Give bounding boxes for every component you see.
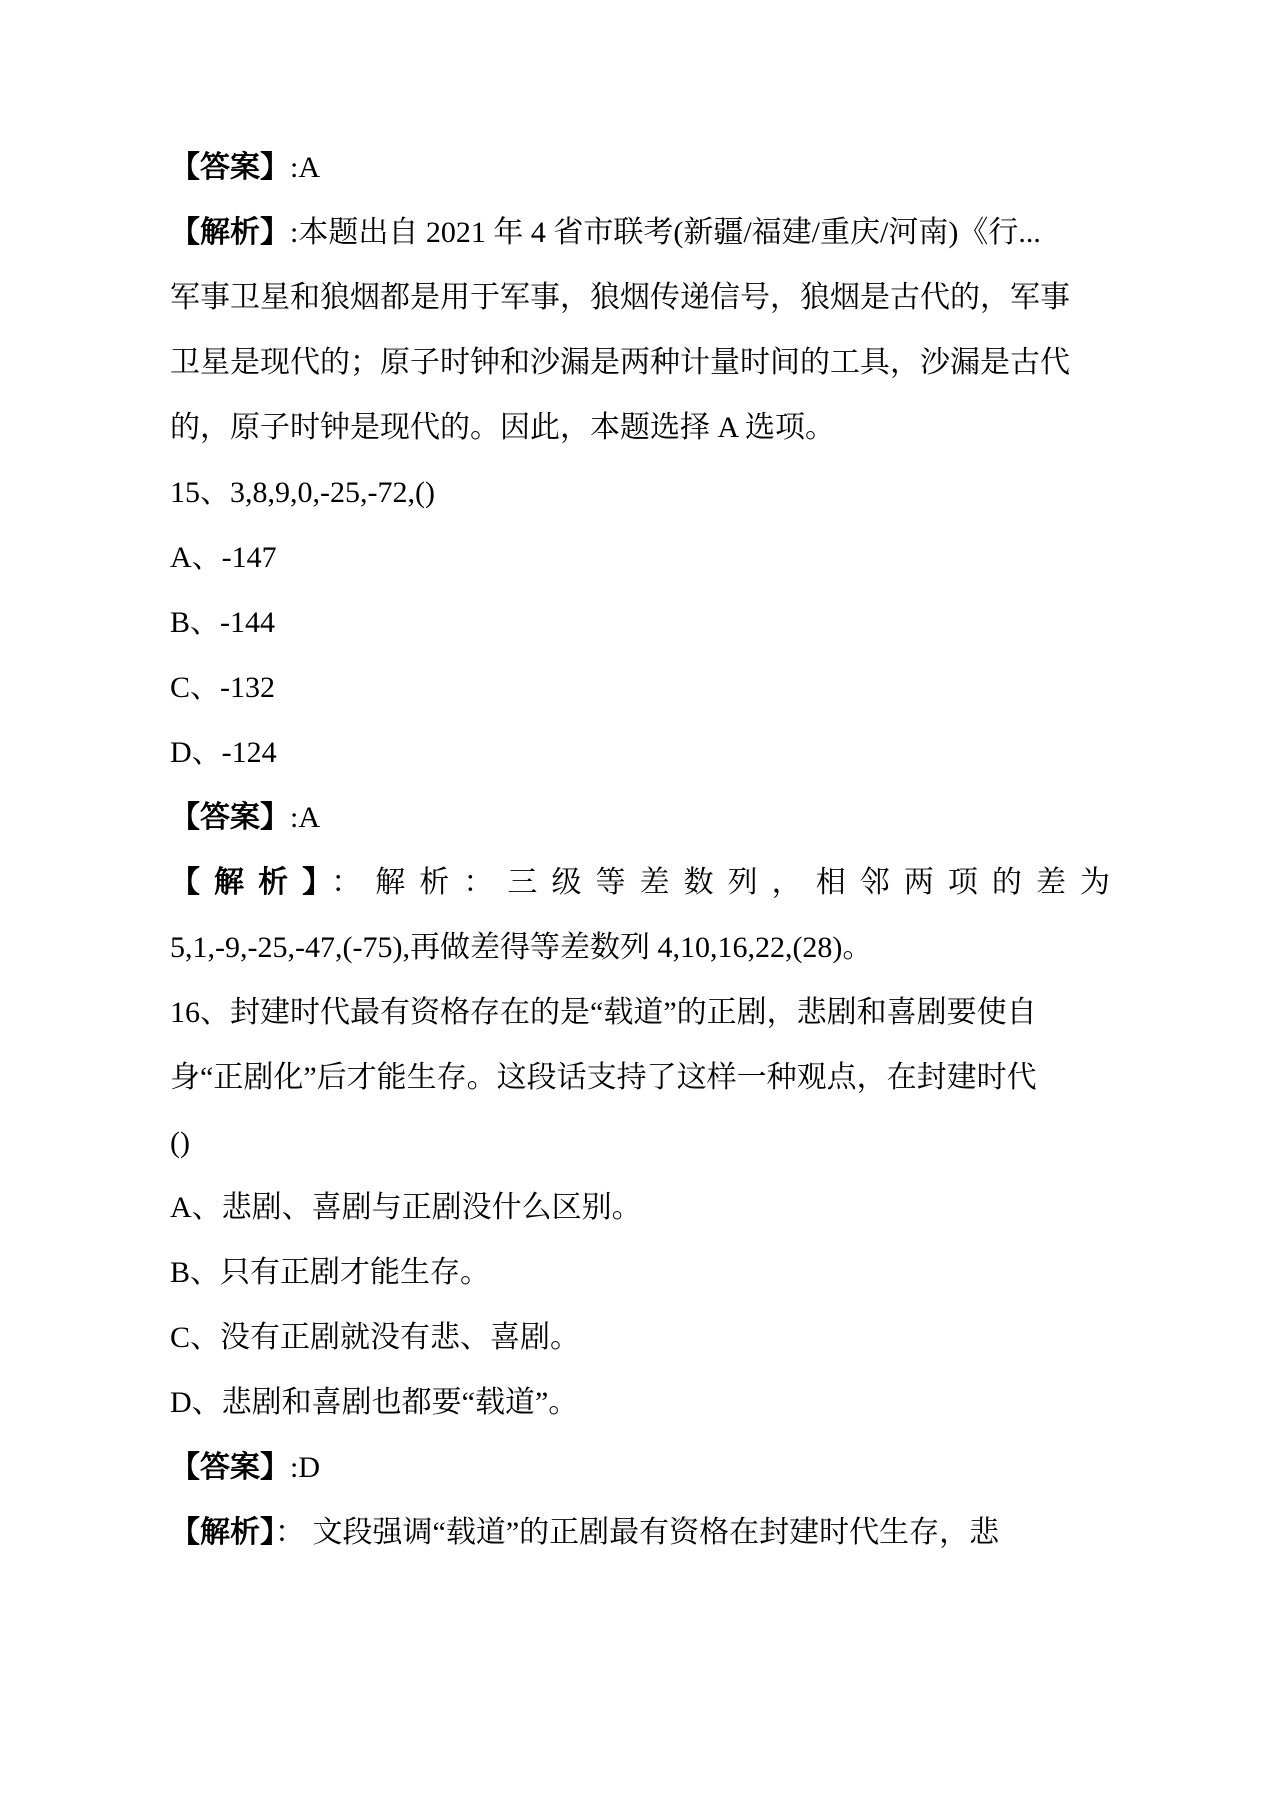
question-text-line: [170, 1110, 1110, 1175]
question-text-line: [170, 1045, 1110, 1110]
answer-label: 【答案】: [170, 151, 290, 184]
analysis-text: ： 文段强调“载道”的正剧最有资格在封建时代生存，悲: [275, 1516, 1000, 1549]
option-text: D、悲剧和喜剧也都要“载道”。: [170, 1386, 579, 1419]
option-text: B、只有正剧才能生存。: [170, 1256, 491, 1289]
analysis-line: [170, 200, 1110, 265]
line-text: 的，原子时钟是现代的。因此，本题选择 A 选项。: [170, 411, 836, 444]
question-16-line: [170, 980, 1110, 1045]
question-15-line: [170, 460, 1110, 525]
line-text: 卫星是现代的；原子时钟和沙漏是两种计量时间的工具，沙漏是古代: [170, 346, 1070, 379]
option-d-line: [170, 720, 1110, 785]
question-text: 15、3,8,9,0,-25,-72,(): [170, 476, 435, 509]
option-b-line: [170, 1240, 1110, 1305]
analysis-line: [170, 1500, 1110, 1565]
analysis-text-line: [170, 395, 1110, 460]
option-a-line: [170, 525, 1110, 590]
option-a-line: [170, 1175, 1110, 1240]
analysis-text: :本题出自 2021 年 4 省市联考(新疆/福建/重庆/河南)《行...: [290, 216, 1041, 249]
option-c-line: [170, 655, 1110, 720]
question-text: 身“正剧化”后才能生存。这段话支持了这样一种观点，在封建时代: [170, 1061, 1037, 1094]
analysis-label: 【解析】: [170, 216, 290, 249]
answer-text: :A: [290, 151, 320, 184]
line-text: 5,1,-9,-25,-47,(-75),再做差得等差数列 4,10,16,22,(28)。: [170, 931, 873, 964]
option-b-line: [170, 590, 1110, 655]
answer-text: :A: [290, 801, 320, 834]
question-text: 16、封建时代最有资格存在的是“载道”的正剧，悲剧和喜剧要使自: [170, 996, 1037, 1029]
option-text: A、悲剧、喜剧与正剧没什么区别。: [170, 1191, 642, 1224]
analysis-text-line: [170, 265, 1110, 330]
analysis-text-line: [170, 330, 1110, 395]
line-text: 军事卫星和狼烟都是用于军事，狼烟传递信号，狼烟是古代的，军事: [170, 281, 1070, 314]
option-d-line: [170, 1370, 1110, 1435]
answer-line: [170, 785, 1110, 850]
option-text: A、-147: [170, 541, 277, 574]
answer-label: 【答案】: [170, 1451, 290, 1484]
answer-line: [170, 1435, 1110, 1500]
option-text: B、-144: [170, 606, 275, 639]
option-text: D、-124: [170, 736, 277, 769]
answer-text: :D: [290, 1451, 320, 1484]
analysis-line: [170, 850, 1110, 915]
question-text: (): [170, 1126, 190, 1159]
option-text: C、-132: [170, 671, 275, 704]
option-c-line: [170, 1305, 1110, 1370]
answer-label: 【答案】: [170, 801, 290, 834]
analysis-label: 【解析】: [170, 1516, 275, 1549]
analysis-text: ：解析：三级等差数列，相邻两项的差为: [331, 866, 1111, 899]
analysis-label: 【解析】: [170, 866, 332, 899]
option-text: C、没有正剧就没有悲、喜剧。: [170, 1321, 581, 1354]
analysis-text-line: [170, 915, 1110, 980]
answer-line: [170, 135, 1110, 200]
